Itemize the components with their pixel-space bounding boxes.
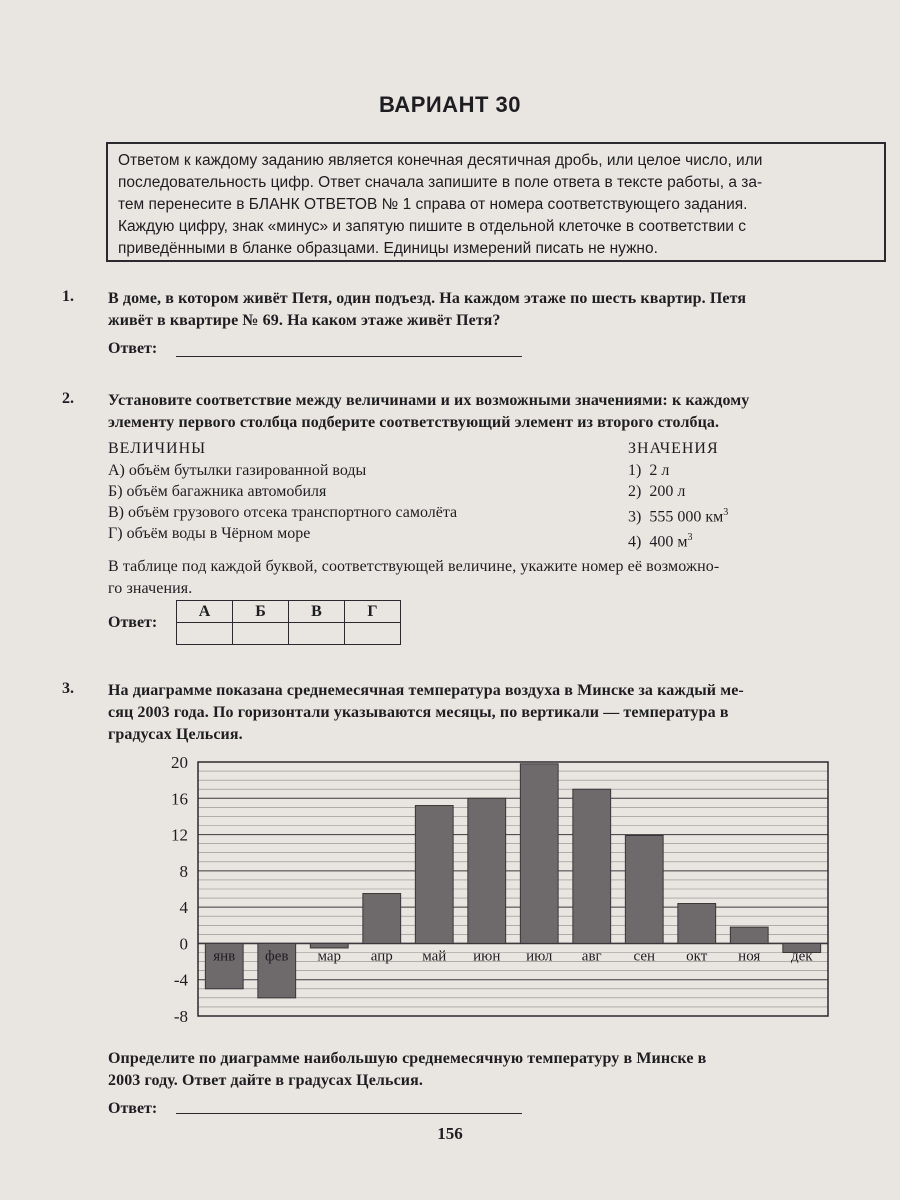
instructions-line: приведёнными в бланке образцами. Единицы измерений писать не нужно. <box>118 240 658 257</box>
x-tick-label: дек <box>790 948 813 965</box>
answer-cell[interactable] <box>345 623 401 645</box>
value-exponent: 3 <box>687 532 693 544</box>
bar-июл <box>520 764 558 944</box>
x-tick-label: май <box>422 948 447 965</box>
task-3-question-line: 2003 году. Ответ дайте в градусах Цельсия. <box>108 1072 423 1089</box>
bar-авг <box>573 789 611 943</box>
value-number: 2) <box>628 483 642 500</box>
y-tick-label: 8 <box>179 861 188 881</box>
task-2-answer-label: Ответ: <box>108 614 158 631</box>
value-item <box>628 502 728 527</box>
task-2-answer-table <box>176 600 401 645</box>
task-3-question-line: Определите по диаграмме наибольшую среднемесячную температуру в Минске в <box>108 1050 707 1067</box>
x-tick-label: апр <box>370 948 393 965</box>
quantity-item: В) объём грузового отсека транспортного самолёта <box>108 504 458 521</box>
value-text: 2 л <box>649 462 670 479</box>
task-3-answer-field[interactable] <box>176 1113 522 1114</box>
value-text: 555 000 км <box>649 508 724 526</box>
y-tick-label: 16 <box>171 789 188 809</box>
bar-сен <box>625 835 663 943</box>
x-tick-label: сен <box>633 948 656 965</box>
x-tick-label: мар <box>317 948 342 965</box>
value-text: 400 м <box>649 533 688 551</box>
variant-title: ВАРИАНТ 30 <box>379 92 521 117</box>
value-item <box>628 527 728 552</box>
answer-table-letter: Г <box>345 601 401 623</box>
x-tick-label: окт <box>686 948 708 965</box>
answer-cell[interactable] <box>177 623 233 645</box>
bar-мар <box>310 943 348 948</box>
instructions-line: последовательность цифр. Ответ сначала запишите в поле ответа в тексте работы, а за- <box>118 174 763 191</box>
y-tick-label: -4 <box>173 970 188 990</box>
quantities-header: ВЕЛИЧИНЫ <box>108 440 207 457</box>
task-1-text <box>108 288 888 332</box>
answer-table-input-row <box>177 623 401 645</box>
page-number: 156 <box>437 1124 463 1143</box>
value-number: 1) <box>628 462 642 479</box>
task-1-answer-label: Ответ: <box>108 340 158 357</box>
x-tick-label: июл <box>526 948 553 965</box>
task-2-line: элементу первого столбца подберите соответствующий элемент из второго столбца. <box>108 414 720 431</box>
y-tick-label: -8 <box>173 1007 188 1026</box>
answer-table-letter: Б <box>233 601 289 623</box>
value-number: 4) <box>628 533 642 551</box>
task-1-answer-field[interactable] <box>176 356 522 357</box>
task-3-answer-label: Ответ: <box>108 1100 158 1117</box>
instructions-line: Каждую цифру, знак «минус» и запятую пишите в отдельной клеточке в соответствии с <box>118 218 746 235</box>
x-tick-label: авг <box>581 948 602 965</box>
quantity-item: А) объём бутылки газированной воды <box>108 462 367 479</box>
value-item <box>628 481 728 502</box>
task-1-line: В доме, в котором живёт Петя, один подъезд. На каждом этаже по шесть квартир. Петя <box>108 290 747 307</box>
bar-июн <box>468 798 506 943</box>
x-tick-label: янв <box>213 948 236 965</box>
instructions-line: тем перенесите в БЛАНК ОТВЕТОВ № 1 справа от номера соответствующего задания. <box>118 196 748 213</box>
instructions-box <box>106 142 886 262</box>
answer-cell[interactable] <box>289 623 345 645</box>
bar-апр <box>363 894 401 944</box>
bar-ноя <box>730 927 768 943</box>
value-text: 200 л <box>649 483 686 500</box>
task-2-number: 2. <box>62 390 74 407</box>
values-header: ЗНАЧЕНИЯ <box>628 440 719 457</box>
value-item <box>628 460 728 481</box>
task-3-text <box>108 680 888 746</box>
task-2-line: Установите соответствие между величинами и их возможными значениями: к каждому <box>108 392 750 409</box>
y-tick-label: 20 <box>171 753 188 772</box>
quantities-list <box>108 460 457 544</box>
task-2-note <box>108 556 888 600</box>
value-exponent: 3 <box>723 507 729 518</box>
x-tick-label: июн <box>473 948 501 965</box>
temperature-chart <box>150 752 840 1026</box>
task-3-number: 3. <box>62 680 74 697</box>
bar-окт <box>678 904 716 944</box>
x-tick-label: ноя <box>738 948 761 965</box>
task-3-line: На диаграмме показана среднемесячная температура воздуха в Минске за каждый ме- <box>108 682 744 699</box>
bar-май <box>415 806 453 944</box>
quantity-item: Б) объём багажника автомобиля <box>108 483 327 500</box>
answer-table-letter: А <box>177 601 233 623</box>
task-2-note-line: В таблице под каждой буквой, соответствующей величине, укажите номер её возможно- <box>108 558 720 575</box>
task-1-number: 1. <box>62 288 74 305</box>
task-2-note-line: го значения. <box>108 580 193 597</box>
task-3-line: сяц 2003 года. По горизонтали указываются месяцы, по вертикали — температура в <box>108 704 729 721</box>
task-2-text <box>108 390 888 434</box>
task-1-line: живёт в квартире № 69. На каком этаже живёт Петя? <box>108 312 501 329</box>
value-number: 3) <box>628 508 642 526</box>
instructions-line: Ответом к каждому заданию является конечная десятичная дробь, или целое число, или <box>118 152 763 169</box>
values-list <box>628 460 728 553</box>
answer-table-letter: В <box>289 601 345 623</box>
quantity-item: Г) объём воды в Чёрном море <box>108 525 311 542</box>
y-tick-label: 4 <box>179 898 188 918</box>
y-tick-label: 12 <box>171 825 188 845</box>
y-tick-label: 0 <box>179 934 188 954</box>
task-3-line: градусах Цельсия. <box>108 726 243 743</box>
x-tick-label: фев <box>265 948 289 965</box>
answer-table-header-row <box>177 601 401 623</box>
answer-cell[interactable] <box>233 623 289 645</box>
task-3-question <box>108 1048 888 1092</box>
